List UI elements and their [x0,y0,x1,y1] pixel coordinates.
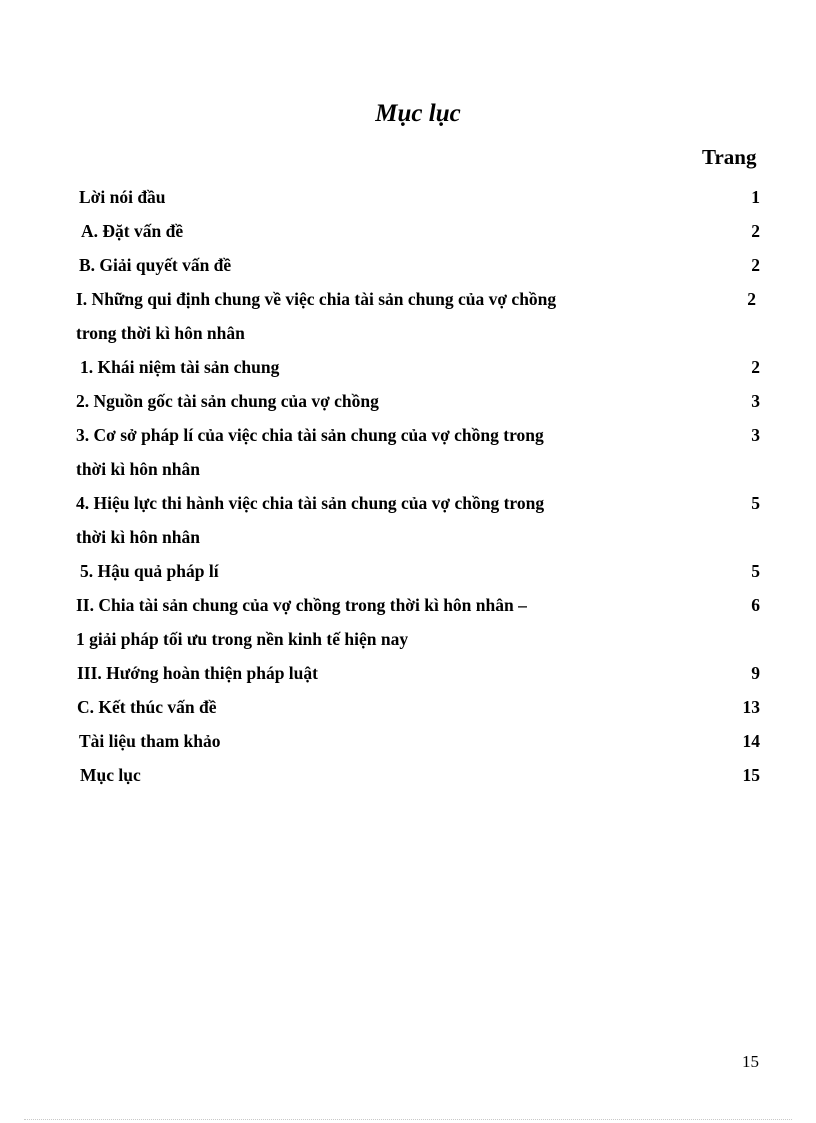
toc-entry-label: C. Kết thúc vấn đề [77,697,217,717]
toc-entry-label: 2. Nguồn gốc tài sản chung của vợ chồng [76,391,379,411]
toc-title: Mục lục [375,100,461,127]
toc-entry [0,214,816,248]
toc-entry-label: I. Những qui định chung về việc chia tài sản chung của vợ chồng [76,289,557,309]
toc-entry-page: 5 [751,493,760,513]
toc-entry-label-continued: trong thời kì hôn nhân [76,323,245,343]
toc-entry-label: B. Giải quyết vấn đề [79,255,232,275]
page-column-header: Trang [702,145,757,169]
toc-entry [0,384,816,418]
toc-entry-page: 1 [751,187,760,207]
toc-entry [0,350,816,384]
toc-entry-label: 5. Hậu quả pháp lí [80,561,219,581]
toc-entry-page: 2 [751,255,760,275]
toc-entry-label: II. Chia tài sản chung của vợ chồng trong thời kì hôn nhân – [76,595,527,615]
toc-entry-page: 14 [742,731,760,751]
toc-entry [0,690,816,724]
toc-entry-label: Lời nói đầu [79,187,166,207]
toc-entry-label: A. Đặt vấn đề [81,221,184,241]
toc-entry-label-continued: 1 giải pháp tối ưu trong nền kinh tế hiện nay [76,629,409,649]
toc-entry-page: 15 [742,765,760,785]
toc-entry-label: 1. Khái niệm tài sản chung [80,357,280,377]
toc-entry-label-continued: thời kì hôn nhân [76,459,200,479]
toc-entry [0,758,816,792]
toc-entry-label-continued: thời kì hôn nhân [76,527,200,547]
toc-entry-page: 6 [751,595,760,615]
toc-entry-page: 3 [751,391,760,411]
toc-entry-label: III. Hướng hoàn thiện pháp luật [77,663,318,683]
toc-entry-label: 4. Hiệu lực thi hành việc chia tài sản chung của vợ chồng trong [76,493,545,513]
toc-entry [0,656,816,690]
toc-entry-page: 2 [751,357,760,377]
toc-entry-page: 9 [751,663,760,683]
toc-entry [0,248,816,282]
toc-entry [0,282,816,350]
toc-entry [0,486,816,554]
toc-entry [0,588,816,656]
toc-entry [0,180,816,214]
toc-entry-page: 5 [751,561,760,581]
toc-entry-page: 13 [742,697,760,717]
page-bottom-divider [24,1119,792,1120]
toc-entry-label: Tài liệu tham khảo [79,731,221,751]
toc-entry-label: 3. Cơ sở pháp lí của việc chia tài sản chung của vợ chồng trong [76,425,544,445]
toc-entry [0,418,816,486]
toc-entry-page: 2 [747,289,756,309]
toc-entry [0,554,816,588]
footer-page-number: 15 [742,1052,759,1071]
toc-entry [0,724,816,758]
toc-entry-label: Mục lục [80,765,141,785]
toc-entry-page: 2 [751,221,760,241]
toc-entry-page: 3 [751,425,760,445]
